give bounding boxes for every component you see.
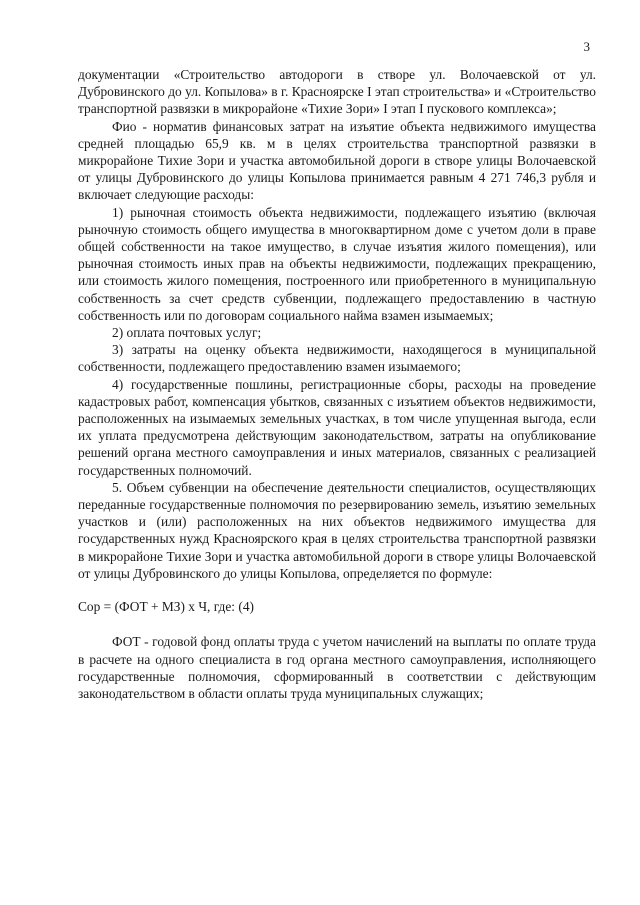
list-item-2: 2) оплата почтовых услуг; <box>112 325 262 341</box>
paragraph-fio-definition: Фио - норматив финансовых затрат на изъятие объекта недвижимого имущества средней площадью 65,9 кв. м в целях строительства транспортной развязки в микрорайоне Тихие Зори и участка автомобильной дороги в створе улицы Волочаевской от улицы Дубровинского до улицы Копылова принимается равным 4 271 746,3 рубля и включает следующие расходы: <box>78 118 596 203</box>
paragraph-section-5: 5. Объем субвенции на обеспечение деятельности специалистов, осуществляющих переданные государственные полномочия по резервированию земель, изъятию земельных участков и (или) расположенных на них объектов недвижимого имущества для государственных нужд Красноярского края в целях строительства транспортной развязки в микрорайоне Тихие Зори и участка автомобильной дороги в створе улицы Волочаевской от улицы Дубровинского до улицы Копылова, определяется по формуле: <box>78 479 596 581</box>
list-item-4: 4) государственные пошлины, регистрационные сборы, расходы на проведение кадастровых работ, компенсация убытков, связанных с изъятием объектов недвижимости, расположенных на изымаемых земельных участках, в том числе упущенная выгода, если их уплата предусмотрена действующим законодательством, затраты на опубликование решений органа местного самоуправления и иных материалов, связанных с реализацией государственных полномочий. <box>78 376 596 478</box>
paragraph-fot-definition: ФОТ - годовой фонд оплаты труда с учетом начислений на выплаты по оплате труда в расчете на одного специалиста в год органа местного самоуправления, исполняющего государственные полномочия, сформированный в соответствии с действующим законодательством в области оплаты труда муниципальных служащих; <box>78 634 596 701</box>
paragraph-intro-continuation: документации «Строительство автодороги в створе ул. Волочаевской от ул. Дубровинского до ул. Копылова» в г. Красноярске I этап строительства» и «Строительство транспортной развязки в микрорайоне «Тихие Зори» I этап I пускового комплекса»; <box>78 67 596 117</box>
document-body <box>78 66 596 702</box>
page-number: 3 <box>583 39 590 54</box>
formula: Сор = (ФОТ + МЗ) х Ч, где: (4) <box>78 599 254 615</box>
list-item-1: 1) рыночная стоимость объекта недвижимости, подлежащего изъятию (включая рыночную стоимость общего имущества в многоквартирном доме с учетом доли в праве общей собственности на такое имущество, в случае изъятия жилого помещения), или рыночная стоимость иных прав на объекты недвижимости, подлежащих прекращению, или стоимость жилого помещения, построенного или приобретенного в муниципальную собственность за счет средств субвенции, подлежащего предоставлению в частную собственность или по договорам социального найма взамен изымаемых; <box>78 204 596 323</box>
list-item-3: 3) затраты на оценку объекта недвижимости, находящегося в муниципальной собственности, подлежащего предоставлению взамен изымаемого; <box>78 342 596 375</box>
